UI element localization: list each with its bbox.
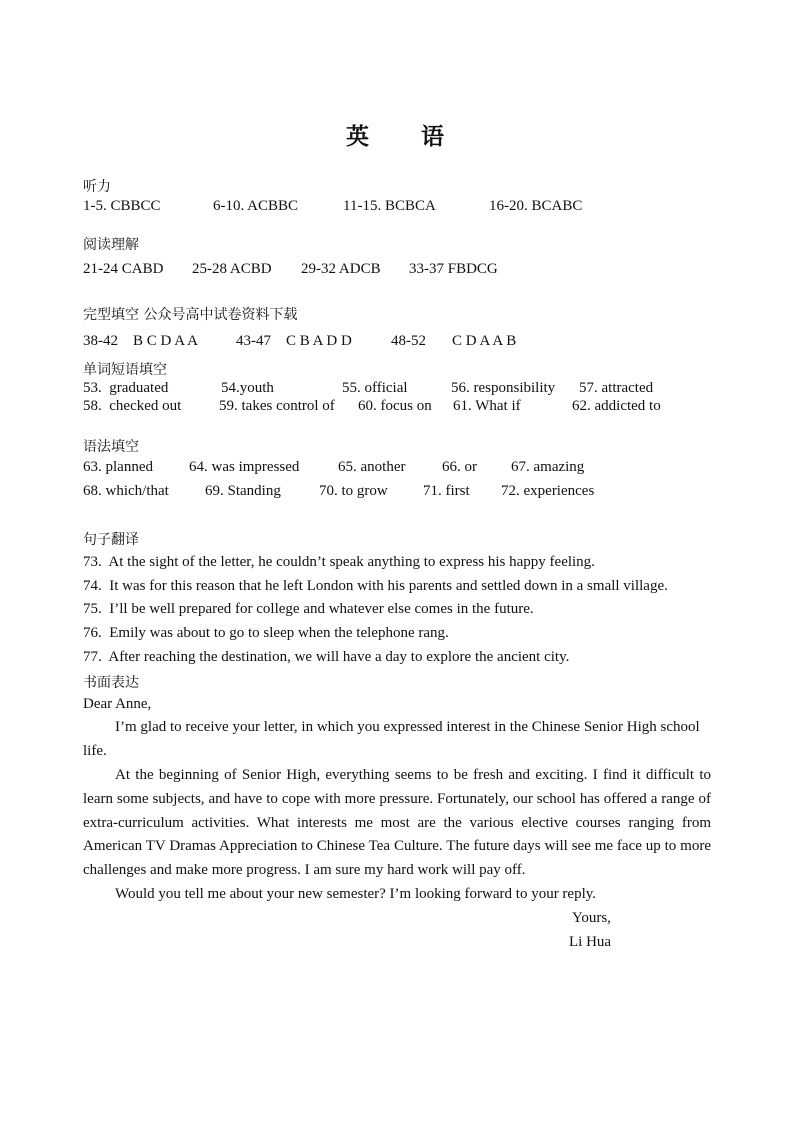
letter-paragraph: I’m glad to receive your letter, in which you expressed interest in the Chinese Senior High school life.: [83, 719, 700, 759]
grammar-answer: 64. was impressed: [189, 459, 300, 475]
grammar-heading: 语法填空: [83, 439, 139, 455]
grammar-answer: 69. Standing: [205, 483, 281, 499]
vocab-answer: 60. focus on: [358, 398, 432, 414]
page-title: 英 语: [345, 124, 466, 150]
cloze-heading: 完型填空 公众号高中试卷资料下载: [83, 307, 298, 323]
vocab-answer: 53. graduated: [83, 380, 169, 396]
translation-item: 75. I’ll be well prepared for college and whatever else comes in the future.: [83, 601, 534, 617]
grammar-answer: 63. planned: [83, 459, 153, 475]
reading-heading: 阅读理解: [83, 237, 139, 253]
vocab-answer: 55. official: [342, 380, 408, 396]
letter-paragraph: Would you tell me about your new semester? I’m looking forward to your reply.: [115, 886, 597, 902]
vocab-answer: 56. responsibility: [451, 380, 556, 396]
listening-answer: 16-20. BCABC: [489, 198, 583, 214]
listening-heading: 听力: [83, 179, 111, 195]
grammar-answer: 66. or: [442, 459, 477, 475]
writing-heading: 书面表达: [83, 675, 139, 691]
translation-item: 77. After reaching the destination, we will have a day to explore the ancient city.: [83, 649, 570, 665]
cloze-answer: 48-52: [391, 333, 426, 349]
grammar-answer: 70. to grow: [319, 483, 388, 499]
vocab-answer: 62. addicted to: [572, 398, 661, 414]
grammar-answer: 65. another: [338, 459, 406, 475]
vocab-answer: 54.youth: [221, 380, 274, 396]
listening-answer: 11-15. BCBCA: [343, 198, 436, 214]
listening-answer: 1-5. CBBCC: [83, 198, 161, 214]
cloze-answer: 43-47 C B A D D: [236, 333, 352, 349]
grammar-answer: 72. experiences: [501, 483, 595, 499]
cloze-answer: C D A A B: [452, 333, 517, 349]
letter-salutation: Dear Anne,: [83, 696, 152, 712]
vocab-answer: 59. takes control of: [219, 398, 335, 414]
grammar-answer: 68. which/that: [83, 483, 169, 499]
vocab-answer: 61. What if: [453, 398, 521, 414]
letter-paragraph: At the beginning of Senior High, everything seems to be fresh and exciting. I find it difficult to learn some subjects, and have to cope with more pressure. Fortunately, our school has offered a range of extra-curriculum activities. What interests me most are the various elective courses ranging from American TV Dramas Appreciation to Chinese Tea Culture. The future days will see me face up to more challenges and make more progress. I am sure my hard work will pay off.: [83, 767, 711, 879]
reading-answer: 25-28 ACBD: [192, 261, 272, 277]
grammar-answer: 67. amazing: [511, 459, 585, 475]
cloze-answer: 38-42 B C D A A: [83, 333, 199, 349]
reading-answer: 21-24 CABD: [83, 261, 164, 277]
vocab-heading: 单词短语填空: [83, 362, 167, 378]
vocab-answer: 58. checked out: [83, 398, 182, 414]
translation-item: 76. Emily was about to go to sleep when the telephone rang.: [83, 625, 449, 641]
letter-closing: Yours,: [572, 910, 611, 926]
translation-heading: 句子翻译: [83, 532, 139, 548]
reading-answer: 29-32 ADCB: [301, 261, 381, 277]
vocab-answer: 57. attracted: [579, 380, 654, 396]
letter-signature: Li Hua: [569, 934, 612, 950]
translation-item: 74. It was for this reason that he left London with his parents and settled down in a small village.: [83, 578, 668, 594]
translation-item: 73. At the sight of the letter, he couldn’t speak anything to express his happy feeling.: [83, 554, 595, 570]
grammar-answer: 71. first: [423, 483, 470, 499]
listening-answer: 6-10. ACBBC: [213, 198, 299, 214]
reading-answer: 33-37 FBDCG: [409, 261, 498, 277]
